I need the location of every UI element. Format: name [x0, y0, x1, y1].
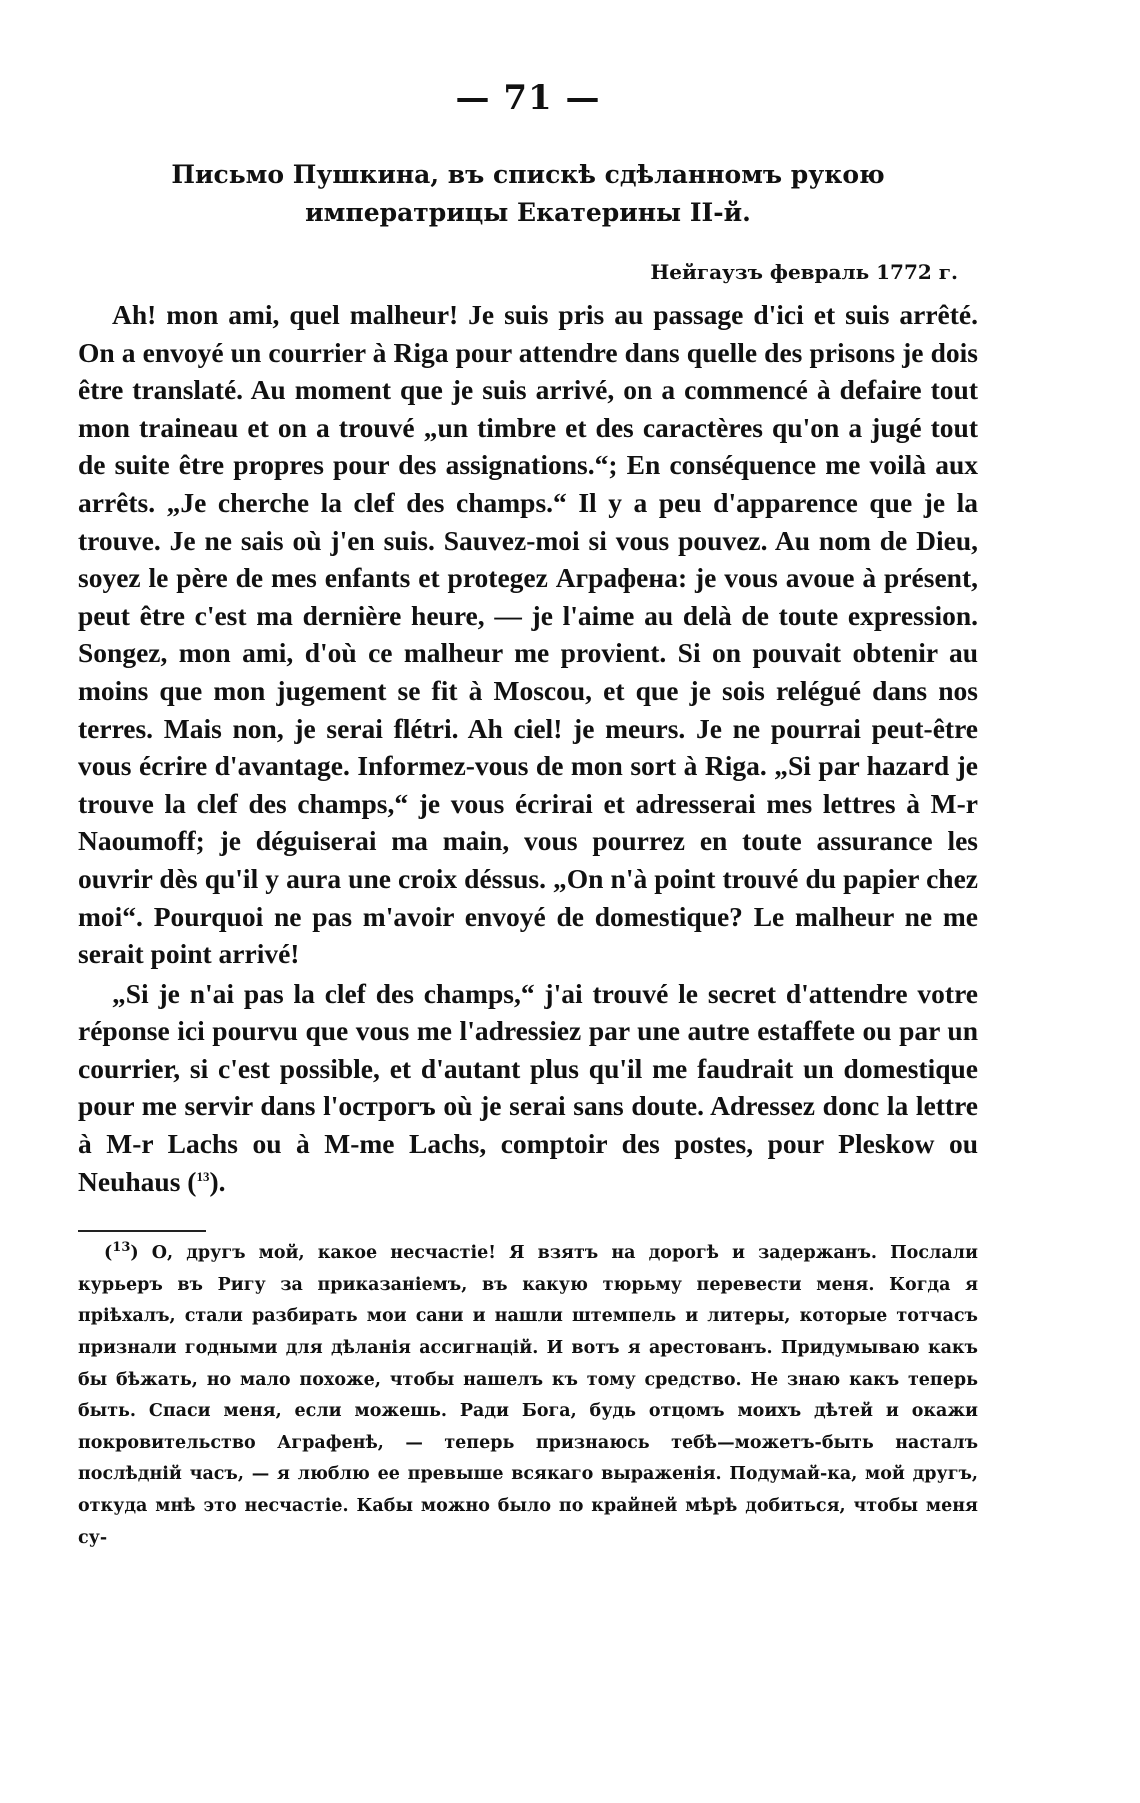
letter-body — [78, 296, 978, 1200]
letter-paragraph-2: „Si je n'ai pas la clef des champs,“ j'ai trouvé le secret d'attendre votre réponse ici pourvu que vous me l'adressiez par une autre estaffete ou par un courrier, si c'est possible, et d'autant plus qu'il me faudrait un domestique pour me servir dans l'острогъ où je serai sans doute. Adressez donc la lettre à M-r Lachs ou à M-me Lachs, comptoir des postes, pour Pleskow ou Neuhaus ($^{13}$). — [78, 977, 978, 1197]
letter-title: Письмо Пушкина, въ спискѣ сдѣланномъ рукою императрицы Екатерины II-й. — [171, 160, 885, 227]
page-number: — 71 — — [455, 78, 601, 118]
footnote: ($^{13}$) О, другъ мой, какое несчастіе! Я взятъ на дорогѣ и задержанъ. Послали курьеръ въ Ригу за приказаніемъ, въ какую тюрьму перевести меня. Когда я пріѣхалъ, стали разбирать мои сани и нашли штемпель и литеры, которые тотчасъ признали годными для дѣланія ассигнацій. И вотъ я арестованъ. Придумываю какъ бы бѣжать, но мало похоже, чтобы нашелъ къ тому средство. Не знаю какъ теперь быть. Спаси меня, если можешь. Ради Бога, будь отцомъ моихъ дѣтей и окажи покровительство Аграфенѣ, — теперь признаюсь тебѣ—можетъ-быть насталъ послѣдній часъ, — я люблю ее превыше всякаго выраженія. Подумай-ка, мой другъ, откуда мнѣ это несчастіе. Кабы можно было по крайней мѣрѣ добиться, чтобы меня су- — [78, 1240, 978, 1548]
footnote-text: О, другъ мой, какое несчастіе! Я взятъ на дорогѣ и задержанъ. Послали курьеръ въ Ригу за приказаніемъ, въ какую тюрьму перевести меня. Когда я пріѣхалъ, стали разбирать мои сани и нашли штемпель и литеры, которые тотчасъ признали годными для дѣланія ассигнацій. И вотъ я арестованъ. Придумываю какъ бы бѣжать, но мало похоже, чтобы нашелъ къ тому средство. Не знаю какъ теперь быть. Спаси меня, если можешь. Ради Бога, будь отцомъ моихъ дѣтей и окажи покровительство Аграфенѣ, — теперь признаюсь тебѣ—можетъ-быть насталъ послѣдній часъ, — я люблю ее превыше всякаго выраженія. Подумай-ка, мой другъ, откуда мнѣ это несчастіе. Кабы можно было по крайней мѣрѣ добиться, чтобы меня су- — [78, 1243, 978, 1548]
letter-paragraph-2-text: „Si je n'ai pas la clef des champs,“ j'ai trouvé le secret d'attendre votre réponse ici pourvu que vous me l'adressiez par une autre estaffete ou par un courrier, si c'est possible, et d'autant plus qu'il me faudrait un domestique pour me servir dans l'острогъ où je serai sans doute. Adressez donc la lettre à M-r Lachs ou à M-me Lachs, comptoir des postes, pour Pleskow ou Neuhaus — [78, 977, 978, 1197]
letter-place-date: Нейгаузъ февраль 1772 г. — [650, 260, 958, 284]
footnote-reference: 13 — [196, 1168, 210, 1184]
page — [78, 78, 978, 1554]
footnote-divider — [78, 1230, 206, 1232]
footnote-marker: 13 — [112, 1240, 131, 1256]
footnote-reference-close: ). — [209, 1165, 226, 1197]
letter-paragraph-1: Ah! mon ami, quel malheur! Je suis pris au passage d'ici et suis arrêté. On a envoyé un courrier à Riga pour attendre dans quelle des prisons je dois être translaté. Au moment que je suis arrivé, on a commencé à defaire tout mon traineau et on a trouvé „un timbre et des caractères qu'on a jugé tout de suite être propres pour des assignations.“; En conséquence me voilà aux arrêts. „Je cherche la clef des champs.“ Il y a peu d'apparence que je la trouve. Je ne sais où j'en suis. Sauvez-moi si vous pouvez. Au nom de Dieu, soyez le père de mes enfants et protegez Аграфена: je vous avoue à présent, peut être c'est ma dernière heure, — je l'aime au delà de toute expression. Songez, mon ami, d'où ce malheur me provient. Si on pouvait obtenir au moins que mon jugement se fit à Moscou, et que je sois relégué dans nos terres. Mais non, je serai flétri. Ah ciel! je meurs. Je ne pourrai peut-être vous écrire d'avantage. Informez-vous de mon sort à Riga. „Si par hazard je trouve la clef des champs,“ je vous écrirai et adresserai mes lettres à M-r Naoumoff; je déguiserai ma main, vous pourrez en toute assurance les ouvrir dès qu'il y aura une croix déssus. „On n'à point trouvé du papier chez moi“. Pourquoi ne pas m'avoir envoyé de domestique? Le malheur ne me serait point arrivé! — [78, 299, 978, 970]
